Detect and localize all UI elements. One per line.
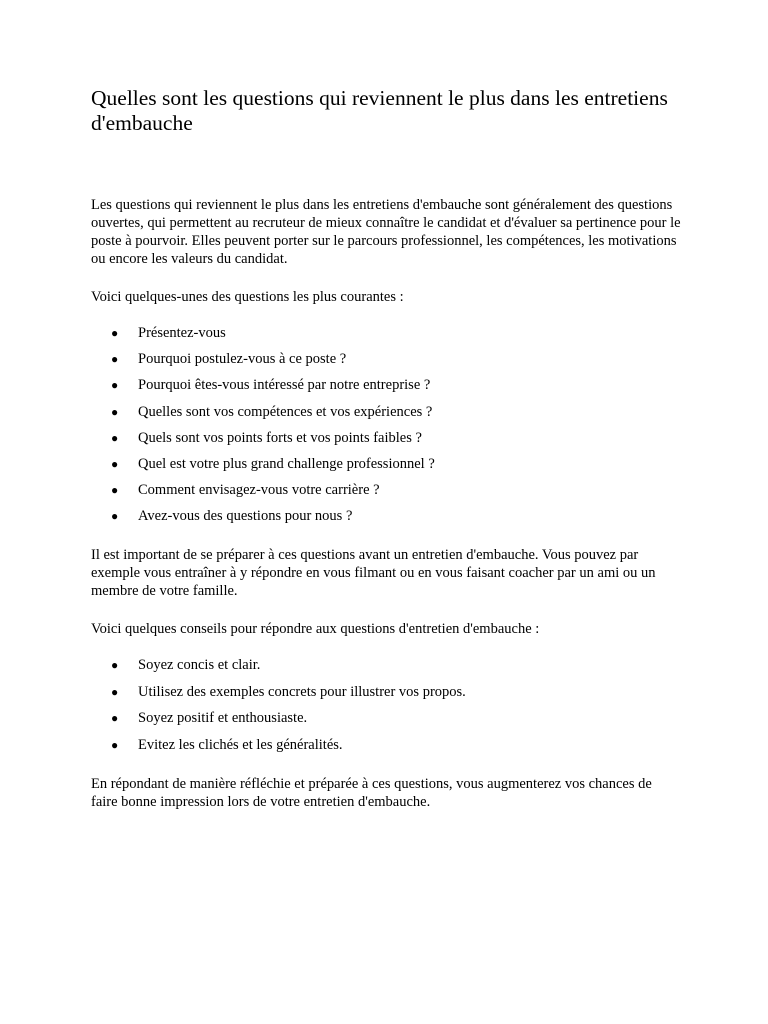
list-item — [91, 481, 681, 499]
questions-intro: Voici quelques-unes des questions les plus courantes : — [91, 289, 404, 305]
bullet-icon: ● — [111, 404, 119, 419]
list-item — [91, 709, 681, 727]
list-item-text: Pourquoi postulez-vous à ce poste ? — [138, 351, 347, 368]
list-item-text: Avez-vous des questions pour nous ? — [138, 508, 353, 525]
bullet-icon: ● — [111, 684, 119, 699]
list-item — [91, 736, 681, 754]
list-item — [91, 455, 681, 473]
list-item-text: Quel est votre plus grand challenge professionnel ? — [138, 455, 435, 472]
list-item-text: Evitez les clichés et les généralités. — [138, 736, 343, 753]
bullet-icon: ● — [111, 456, 119, 471]
preparation-paragraph: Il est important de se préparer à ces questions avant un entretien d'embauche. Vous pouvez par exemple vous entraîner à y répondre en vous filmant ou en vous faisant coacher par un ami ou un membre de votre famille. — [91, 547, 656, 600]
list-item-text: Quels sont vos points forts et vos points faibles ? — [138, 429, 422, 446]
bullet-icon: ● — [111, 326, 119, 340]
bullet-icon: ● — [111, 658, 119, 673]
tips-list — [91, 656, 681, 754]
list-item-text: Quelles sont vos compétences et vos expériences ? — [138, 403, 433, 420]
list-item-text: Pourquoi êtes-vous intéressé par notre entreprise ? — [138, 377, 431, 394]
questions-list — [91, 324, 681, 525]
list-item — [91, 683, 681, 701]
list-item-text: Soyez positif et enthousiaste. — [138, 710, 308, 727]
bullet-icon: ● — [111, 430, 119, 445]
intro-paragraph: Les questions qui reviennent le plus dans les entretiens d'embauche sont généralement des questions ouvertes, qui permettent au recruteur de mieux connaître le candidat et d'évaluer sa pertinence pour le poste à pourvoir. Elles peuvent porter sur le parcours professionnel, les compétences, les motivations ou encore les valeurs du candidat. — [91, 197, 681, 267]
bullet-icon: ● — [111, 711, 119, 726]
list-item-text: Soyez concis et clair. — [138, 657, 261, 674]
list-item — [91, 403, 681, 421]
list-item — [91, 507, 681, 525]
page-title: Quelles sont les questions qui reviennent le plus dans les entretiens d'embauche — [91, 86, 668, 135]
bullet-icon: ● — [111, 737, 119, 752]
list-item — [91, 324, 681, 342]
list-item — [91, 429, 681, 447]
bullet-icon: ● — [111, 352, 119, 367]
list-item — [91, 350, 681, 368]
bullet-icon: ● — [111, 483, 119, 498]
list-item — [91, 376, 681, 394]
list-item-text: Présentez-vous — [138, 325, 226, 341]
document-page — [91, 86, 681, 831]
bullet-icon: ● — [111, 509, 119, 524]
conclusion-paragraph: En répondant de manière réfléchie et préparée à ces questions, vous augmenterez vos chances de faire bonne impression lors de votre entretien d'embauche. — [91, 775, 652, 810]
list-item-text: Comment envisagez-vous votre carrière ? — [138, 482, 380, 499]
list-item-text: Utilisez des exemples concrets pour illustrer vos propos. — [138, 683, 466, 700]
tips-intro: Voici quelques conseils pour répondre aux questions d'entretien d'embauche : — [91, 621, 540, 638]
bullet-icon: ● — [111, 378, 119, 393]
list-item — [91, 656, 681, 674]
